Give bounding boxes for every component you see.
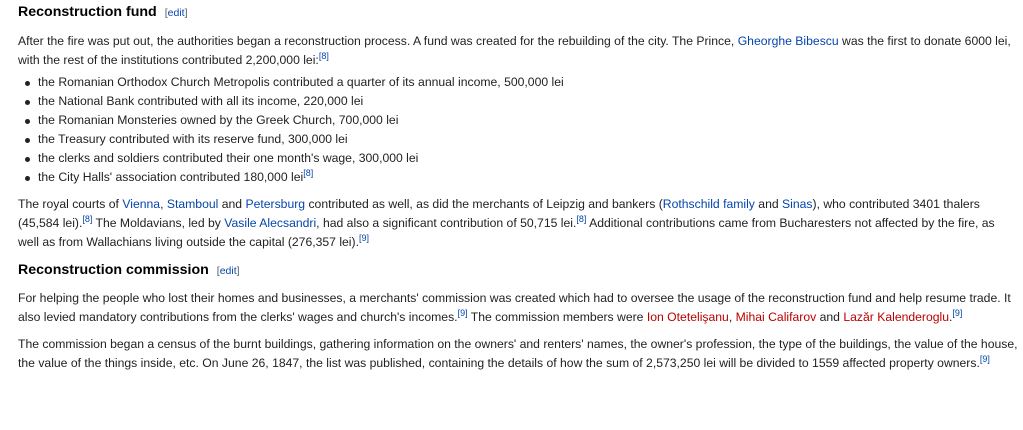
text: Additional contributions came from Bucharesters not affected by the fire, as well as from Wallachians living outside the capital (276,357 lei). — [18, 216, 995, 249]
section-heading-reconstruction-fund — [18, 0, 1018, 23]
list-item — [38, 111, 1018, 130]
list-item — [38, 168, 1018, 187]
text: and — [754, 197, 783, 211]
paragraph-commission-intro — [18, 289, 1018, 327]
list-item — [38, 130, 1018, 149]
reference-link[interactable]: [9] — [979, 353, 990, 364]
text: and — [218, 197, 246, 211]
link-sinas[interactable]: Sinas — [782, 197, 813, 211]
text: , — [728, 310, 736, 324]
reference — [458, 308, 468, 318]
reference-link[interactable]: [8] — [576, 213, 587, 224]
link-ion-otetelisanu[interactable]: Ion Otetelişanu — [646, 310, 729, 324]
reference — [82, 214, 92, 224]
text: , — [160, 197, 167, 211]
paragraph-fund-intro — [18, 32, 1018, 70]
edit-link[interactable]: edit — [219, 265, 237, 277]
text: The commission began a census of the burnt buildings, gathering information on the owners' and renters' names, the owner's profession, the type of the buildings, the value of the house, the value of the things inside, etc. On June 26, 1847, the list was published, containing the details of how the sum of 2,573,250 lei will be divided to 1559 affected property owners. — [18, 337, 1018, 370]
list-item-text: the clerks and soldiers contributed their one month's wage, 300,000 lei — [38, 151, 419, 165]
text: After the fire was put out, the authorities began a reconstruction process. A fund was created for the rebuilding of the city. The Prince, — [18, 34, 738, 48]
list-item-text: the Romanian Monsteries owned by the Greek Church, 700,000 lei — [38, 113, 399, 127]
text: . — [949, 310, 953, 324]
reference-link[interactable]: [9] — [457, 307, 468, 318]
text: contributed as well, as did the merchants of Leipzig and bankers ( — [305, 197, 663, 211]
edit-bracket-close: ] — [184, 7, 188, 19]
list-item — [38, 73, 1018, 92]
reference — [359, 233, 369, 243]
contributions-list — [18, 73, 1018, 187]
reference-link[interactable]: [8] — [82, 213, 93, 224]
list-item-text: the City Halls' association contributed 180,000 lei — [38, 170, 304, 184]
list-item-text: the Treasury contributed with its reserve fund, 300,000 lei — [38, 132, 348, 146]
reference — [952, 308, 962, 318]
link-petersburg[interactable]: Petersburg — [245, 197, 306, 211]
text: The commission members were — [467, 310, 647, 324]
paragraph-census — [18, 335, 1018, 373]
text: The Moldavians, led by — [92, 216, 225, 230]
section-heading-reconstruction-commission — [18, 260, 1018, 281]
reference-link[interactable]: [8] — [318, 50, 329, 61]
reference — [303, 168, 313, 178]
edit-section-link-group — [217, 265, 240, 277]
edit-section-link-group — [165, 7, 188, 19]
section-title: Reconstruction fund — [18, 4, 157, 20]
text: , had also a significant contribution of 50,715 lei. — [316, 216, 577, 230]
reference-link[interactable]: [9] — [358, 232, 369, 243]
text: was the first to donate 6000 lei, with the rest of the institutions contributed 2,200,000 lei: — [18, 34, 1011, 67]
reference-link[interactable]: [8] — [303, 167, 314, 178]
link-stamboul[interactable]: Stamboul — [166, 197, 219, 211]
link-gheorghe-bibescu[interactable]: Gheorghe Bibescu — [737, 34, 839, 48]
link-vienna[interactable]: Vienna — [122, 197, 161, 211]
reference-link[interactable]: [9] — [952, 307, 963, 318]
list-item-text: the National Bank contributed with all its income, 220,000 lei — [38, 94, 364, 108]
list-item — [38, 92, 1018, 111]
reference — [980, 354, 990, 364]
reference — [576, 214, 586, 224]
text: ), who contributed 3401 thalers (45,584 lei). — [18, 197, 980, 230]
text: For helping the people who lost their homes and businesses, a merchants' commission was created which had to oversee the usage of the reconstruction fund and help resume trade. It also levied mandatory contributions from the clerks' wages and church's incomes. — [18, 291, 1011, 324]
list-item — [38, 149, 1018, 168]
reference — [319, 51, 329, 61]
link-lazar-kalenderoglu[interactable]: Lazăr Kalenderoglu — [843, 310, 950, 324]
link-vasile-alecsandri[interactable]: Vasile Alecsandri — [224, 216, 317, 230]
edit-link[interactable]: edit — [167, 7, 185, 19]
link-mihai-califarov[interactable]: Mihai Califarov — [735, 310, 817, 324]
edit-bracket-close: ] — [236, 265, 240, 277]
section-title: Reconstruction commission — [18, 262, 209, 278]
link-rothschild-family[interactable]: Rothschild family — [662, 197, 755, 211]
edit-bracket-open: [ — [216, 265, 220, 277]
edit-bracket-open: [ — [164, 7, 168, 19]
text: The royal courts of — [18, 197, 123, 211]
paragraph-royal-courts — [18, 195, 1018, 252]
list-item-text: the Romanian Orthodox Church Metropolis contributed a quarter of its annual income, 500,000 lei — [38, 75, 564, 89]
text: and — [816, 310, 844, 324]
